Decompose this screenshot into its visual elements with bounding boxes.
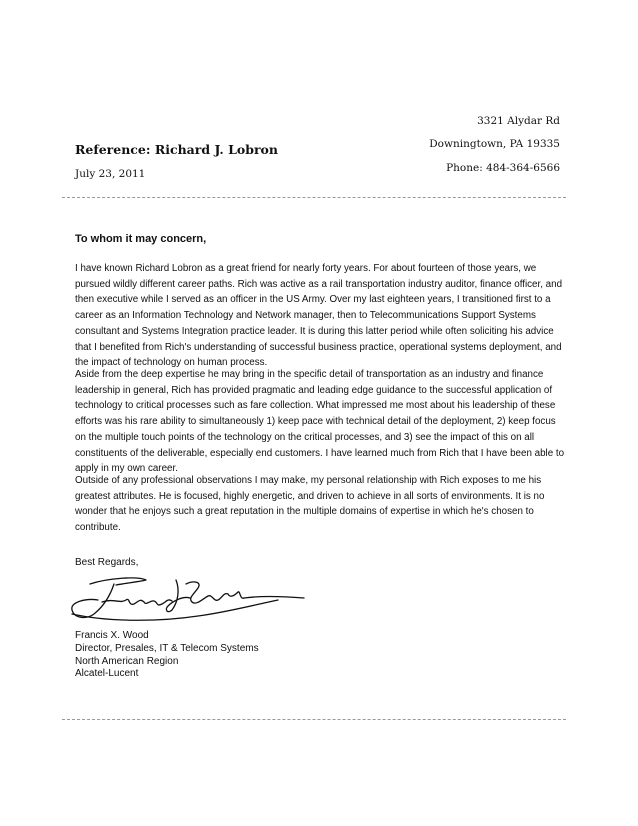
address-street: 3321 Alydar Rd xyxy=(477,115,560,127)
salutation: To whom it may concern, xyxy=(75,233,207,245)
signer-title: Director, Presales, IT & Telecom Systems xyxy=(75,642,259,654)
signer-name: Francis X. Wood xyxy=(75,630,149,641)
signer-company: Alcatel-Lucent xyxy=(75,668,139,680)
letter-date: July 23, 2011 xyxy=(75,168,146,180)
top-divider xyxy=(62,197,566,198)
signer-region: North American Region xyxy=(75,655,179,667)
paragraph-2: Aside from the deep expertise he may bring in the specific detail of transportation as an industry and finance leadership in general, Rich has provided pragmatic and leading edge guidance to the successful application of technology to critical processes such as fare collection. What impressed me most about his leadership of these efforts was his rare ability to simultaneously 1) keep pace with technical detail of the deployment, 2) keep focus on the multiple touch points of the technology on the critical processes, and 3) see the impact of this on all constituents of the deliverable, especially end customers. I have learned much from Rich that I have been able to apply in my own career. xyxy=(75,369,565,475)
handwritten-signature xyxy=(68,574,308,626)
bottom-divider xyxy=(62,719,566,720)
paragraph-1: I have known Richard Lobron as a great friend for nearly forty years. For about fourteen of those years, we pursued wildly different career paths. Rich was active as a rail transportation industry auditor, finance officer, and then executive while I served as an officer in the US Army. Over my last eighteen years, I transitioned first to a career as an Information Technology and Network manager, then to Telecommunications Support Systems consultant and Systems Integration practice leader. It is during this latter period while often soliciting his advice that I benefited from Rich's understanding of successful business practice, operational systems deployment, and the impact of technology on human process. xyxy=(75,263,563,369)
reference-heading: Reference: Richard J. Lobron xyxy=(75,142,278,157)
signature-block xyxy=(75,630,259,681)
closing: Best Regards, xyxy=(75,557,139,568)
address-phone: Phone: 484-364-6566 xyxy=(446,162,560,174)
paragraph-3: Outside of any professional observations I may make, my personal relationship with Rich exposes to me his greatest attributes. He is focused, highly energetic, and driven to achieve in all sorts of environments. It is no wonder that he enjoys such a great reputation in the multiple domains of expertise in which he's chosen to contribute. xyxy=(75,475,545,534)
address-city: Downingtown, PA 19335 xyxy=(429,138,560,150)
